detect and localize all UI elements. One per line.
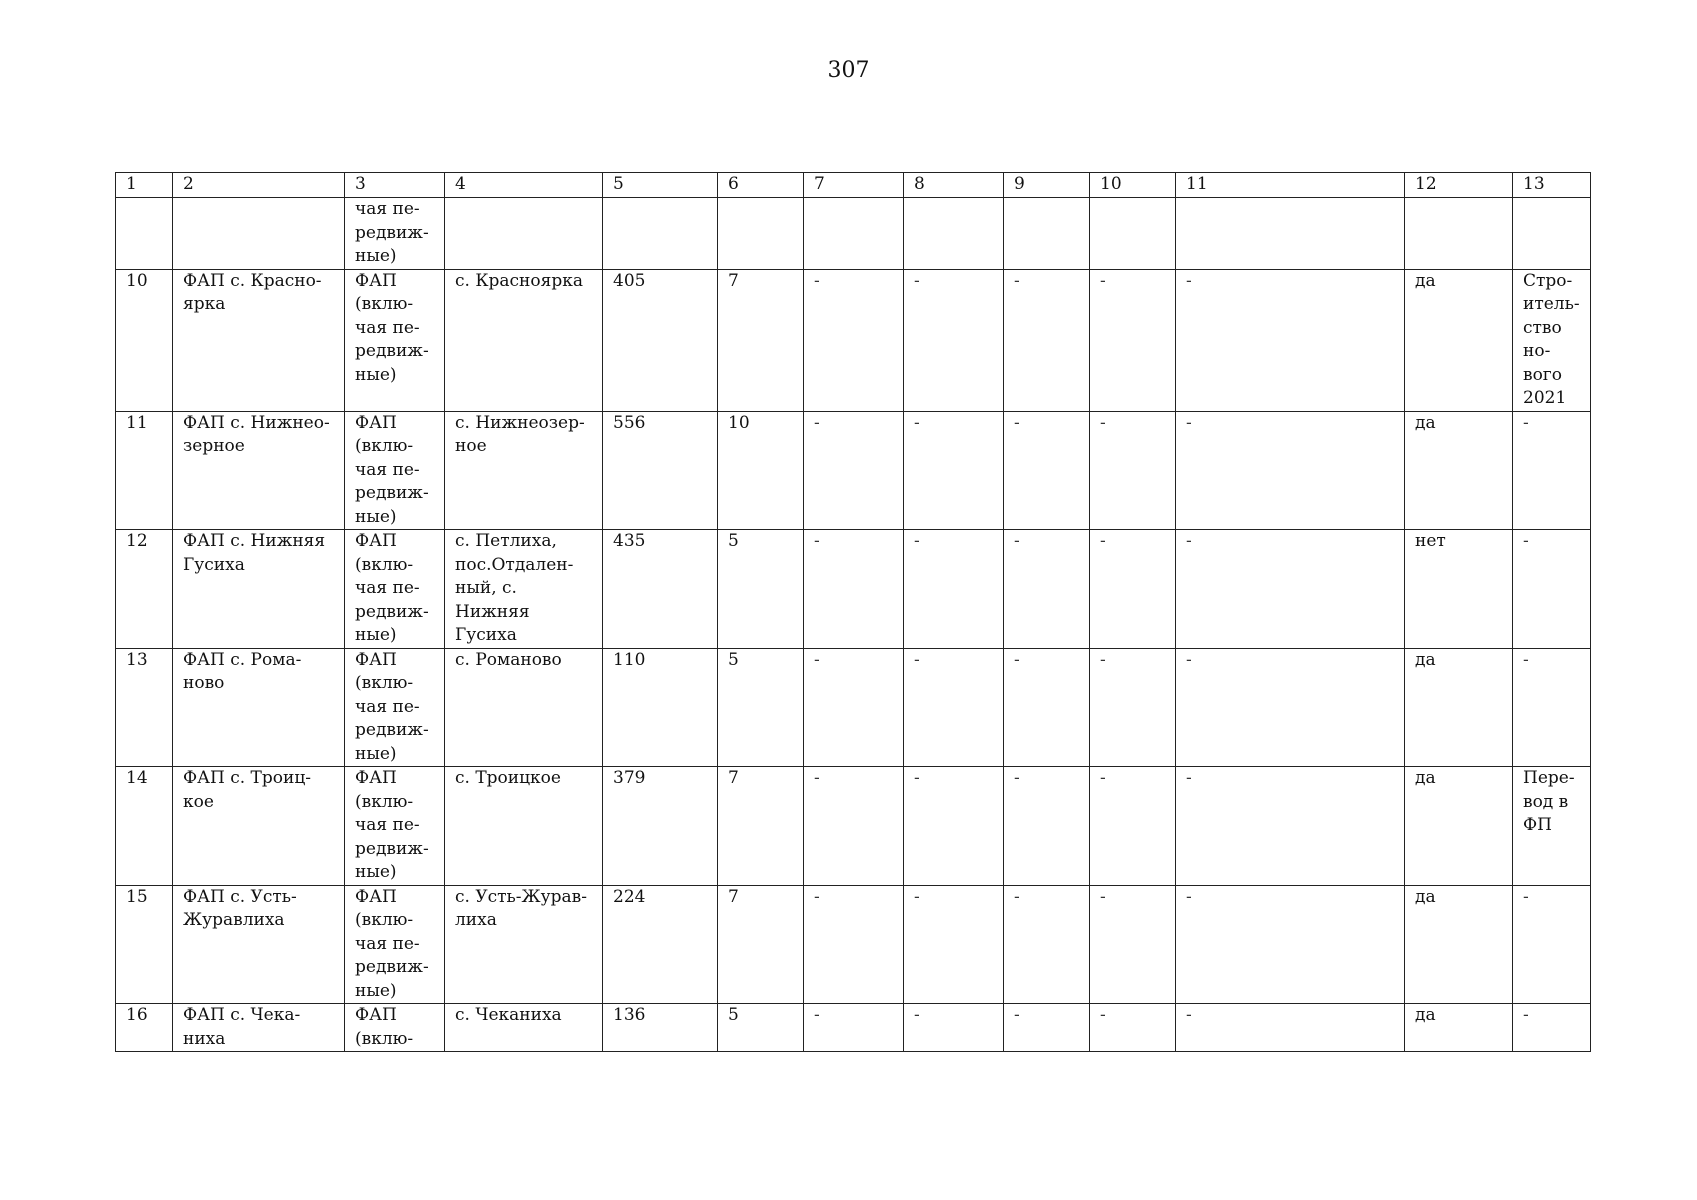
table-cell-col-7: -	[804, 767, 904, 886]
column-header-2: 2	[173, 173, 345, 198]
table-cell-col-12: да	[1405, 411, 1513, 530]
table-cell-col-5: 556	[603, 411, 718, 530]
table-cell-col-9: -	[1004, 767, 1090, 886]
table-cell-col-12	[1405, 198, 1513, 270]
table-cell-col-12: да	[1405, 648, 1513, 767]
table-cell-col-3: ФАП (вклю- чая пе- редвиж- ные)	[345, 648, 445, 767]
table-cell-col-8: -	[904, 767, 1004, 886]
column-header-13: 13	[1513, 173, 1591, 198]
table-cell-col-4: с. Чеканиха	[445, 1004, 603, 1052]
table-cell-col-5: 136	[603, 1004, 718, 1052]
table-row	[116, 885, 1591, 1004]
table-cell-col-2: ФАП с. Усть- Журавлиха	[173, 885, 345, 1004]
column-header-5: 5	[603, 173, 718, 198]
page-number: 307	[827, 58, 870, 83]
table-cell-col-1: 14	[116, 767, 173, 886]
table-cell-col-11: -	[1176, 1004, 1405, 1052]
table-cell-col-13: -	[1513, 885, 1591, 1004]
column-header-4: 4	[445, 173, 603, 198]
table-cell-col-6: 7	[718, 269, 804, 411]
table-cell-col-8: -	[904, 885, 1004, 1004]
table-cell-col-1: 15	[116, 885, 173, 1004]
column-header-6: 6	[718, 173, 804, 198]
table-cell-col-4: с. Нижнеозер- ное	[445, 411, 603, 530]
table-cell-col-10: -	[1090, 648, 1176, 767]
table-cell-col-6	[718, 198, 804, 270]
table-cell-col-7: -	[804, 530, 904, 649]
table-cell-col-11: -	[1176, 530, 1405, 649]
table-cell-col-3: ФАП (вклю- чая пе- редвиж- ные)	[345, 269, 445, 411]
table-cell-col-11	[1176, 198, 1405, 270]
table-cell-col-11: -	[1176, 411, 1405, 530]
table-cell-col-6: 5	[718, 1004, 804, 1052]
table-cell-col-3: ФАП (вклю-	[345, 1004, 445, 1052]
table-cell-col-12: да	[1405, 269, 1513, 411]
table-cell-col-5: 405	[603, 269, 718, 411]
table-cell-col-6: 5	[718, 530, 804, 649]
table-cell-col-9: -	[1004, 411, 1090, 530]
table-cell-col-10: -	[1090, 1004, 1176, 1052]
table-cell-col-7	[804, 198, 904, 270]
table-cell-col-3: ФАП (вклю- чая пе- редвиж- ные)	[345, 885, 445, 1004]
table-cell-col-7: -	[804, 269, 904, 411]
column-header-11: 11	[1176, 173, 1405, 198]
table-cell-col-3: ФАП (вклю- чая пе- редвиж- ные)	[345, 411, 445, 530]
table-cell-col-4: с. Петлиха, пос.Отдален- ный, с. Нижняя Гусиха	[445, 530, 603, 649]
table-cell-col-3: ФАП (вклю- чая пе- редвиж- ные)	[345, 530, 445, 649]
table-cell-col-1: 16	[116, 1004, 173, 1052]
table-cell-col-10: -	[1090, 767, 1176, 886]
table-cell-col-1	[116, 198, 173, 270]
table-cell-col-13: -	[1513, 530, 1591, 649]
table-cell-col-8	[904, 198, 1004, 270]
table-cell-col-3: ФАП (вклю- чая пе- редвиж- ные)	[345, 767, 445, 886]
table-cell-col-6: 7	[718, 767, 804, 886]
table-cell-col-12: да	[1405, 885, 1513, 1004]
table-cell-col-4: с. Красноярка	[445, 269, 603, 411]
table-header-row	[116, 173, 1591, 198]
table-cell-col-5: 435	[603, 530, 718, 649]
table-cell-col-3: чая пе- редвиж- ные)	[345, 198, 445, 270]
column-header-8: 8	[904, 173, 1004, 198]
table-cell-col-1: 12	[116, 530, 173, 649]
table-row	[116, 530, 1591, 649]
table-cell-col-7: -	[804, 648, 904, 767]
table-row	[116, 269, 1591, 411]
table-cell-col-11: -	[1176, 269, 1405, 411]
table-cell-col-9: -	[1004, 530, 1090, 649]
table-cell-col-2: ФАП с. Троиц- кое	[173, 767, 345, 886]
table-cell-col-5: 379	[603, 767, 718, 886]
table-cell-col-4: с. Романово	[445, 648, 603, 767]
table-cell-col-13	[1513, 198, 1591, 270]
table-cell-col-6: 5	[718, 648, 804, 767]
table-cell-col-8: -	[904, 530, 1004, 649]
table-cell-col-10	[1090, 198, 1176, 270]
table-cell-col-2	[173, 198, 345, 270]
column-header-3: 3	[345, 173, 445, 198]
table-row	[116, 648, 1591, 767]
table-cell-col-5: 224	[603, 885, 718, 1004]
column-header-1: 1	[116, 173, 173, 198]
table-cell-col-6: 10	[718, 411, 804, 530]
table-cell-col-13: -	[1513, 1004, 1591, 1052]
table-cell-col-10: -	[1090, 885, 1176, 1004]
column-header-10: 10	[1090, 173, 1176, 198]
table-cell-col-10: -	[1090, 411, 1176, 530]
table-cell-col-9: -	[1004, 885, 1090, 1004]
table-cell-col-5: 110	[603, 648, 718, 767]
table-cell-col-13: Пере- вод в ФП	[1513, 767, 1591, 886]
table-cell-col-7: -	[804, 411, 904, 530]
table-cell-col-4	[445, 198, 603, 270]
table-cell-col-10: -	[1090, 530, 1176, 649]
table-cell-col-2: ФАП с. Чека- ниха	[173, 1004, 345, 1052]
table-cell-col-8: -	[904, 269, 1004, 411]
table-cell-col-13: Стро- итель- ство но- вого 2021	[1513, 269, 1591, 411]
table-cell-col-6: 7	[718, 885, 804, 1004]
table-cell-col-7: -	[804, 1004, 904, 1052]
table-cell-col-9: -	[1004, 1004, 1090, 1052]
table-cell-col-9: -	[1004, 269, 1090, 411]
table-cell-col-2: ФАП с. Нижнео- зерное	[173, 411, 345, 530]
table-row	[116, 767, 1591, 886]
table-row	[116, 1004, 1591, 1052]
table-cell-col-12: да	[1405, 767, 1513, 886]
table-cell-col-10: -	[1090, 269, 1176, 411]
table-cell-col-11: -	[1176, 648, 1405, 767]
column-header-9: 9	[1004, 173, 1090, 198]
table-cell-col-1: 10	[116, 269, 173, 411]
column-header-7: 7	[804, 173, 904, 198]
table-cell-col-8: -	[904, 411, 1004, 530]
table-cell-col-4: с. Троицкое	[445, 767, 603, 886]
table-cell-col-8: -	[904, 1004, 1004, 1052]
table-cell-col-13: -	[1513, 411, 1591, 530]
table-cell-col-1: 11	[116, 411, 173, 530]
table-cell-col-1: 13	[116, 648, 173, 767]
table-row	[116, 411, 1591, 530]
table-cell-col-2: ФАП с. Нижняя Гусиха	[173, 530, 345, 649]
table-cell-col-12: нет	[1405, 530, 1513, 649]
table-cell-col-11: -	[1176, 885, 1405, 1004]
table-cell-col-9: -	[1004, 648, 1090, 767]
table-cell-col-13: -	[1513, 648, 1591, 767]
table-cell-col-2: ФАП с. Рома- ново	[173, 648, 345, 767]
table-cell-col-5	[603, 198, 718, 270]
table-cell-col-4: с. Усть-Журав- лиха	[445, 885, 603, 1004]
table-row	[116, 198, 1591, 270]
table-cell-col-8: -	[904, 648, 1004, 767]
table-cell-col-11: -	[1176, 767, 1405, 886]
column-header-12: 12	[1405, 173, 1513, 198]
table-cell-col-9	[1004, 198, 1090, 270]
table-cell-col-2: ФАП с. Красно- ярка	[173, 269, 345, 411]
data-table	[115, 172, 1591, 1052]
table-cell-col-7: -	[804, 885, 904, 1004]
table-cell-col-12: да	[1405, 1004, 1513, 1052]
